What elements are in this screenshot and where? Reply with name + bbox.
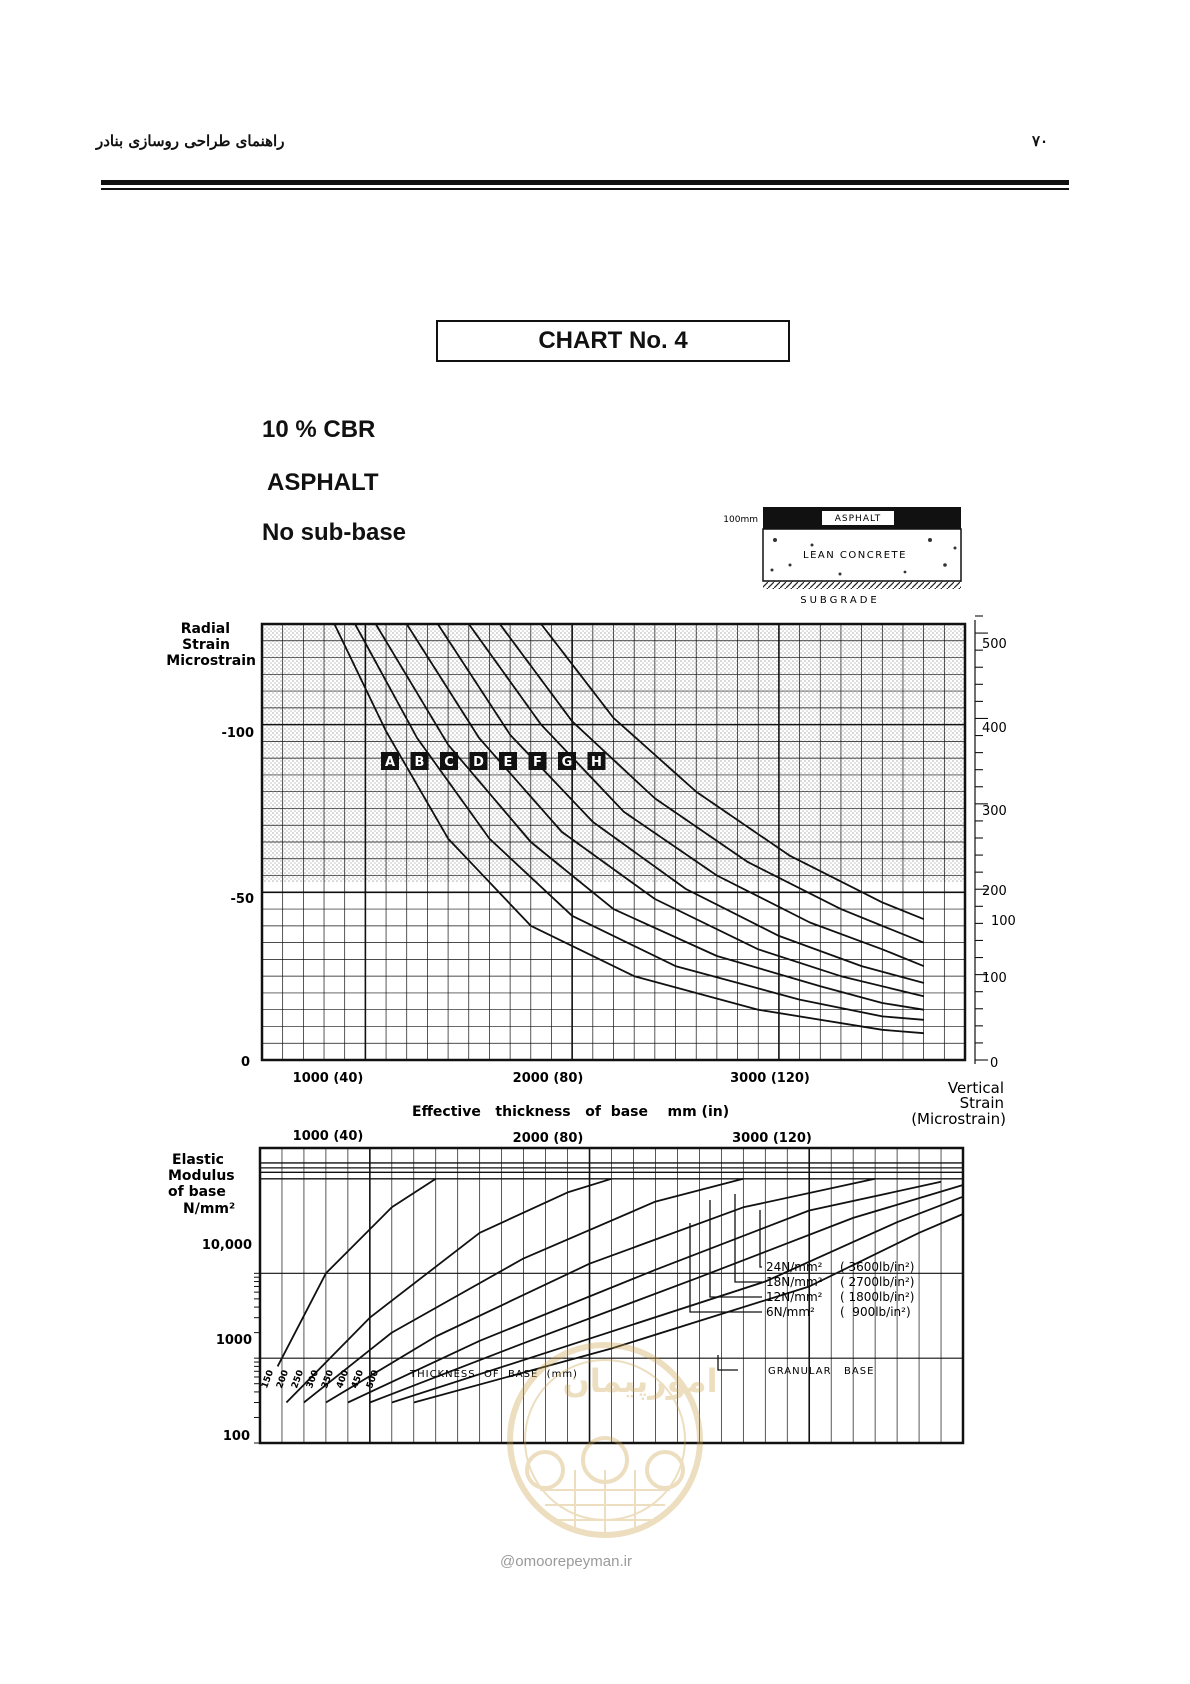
lower-x-tick-3000: 3000 (120) xyxy=(732,1131,812,1146)
granular-base-label: GRANULAR BASE xyxy=(768,1366,875,1377)
strain-chart xyxy=(166,616,1016,1128)
pavement-section-diagram xyxy=(723,507,961,606)
lower-y-tick-10000: 10,000 xyxy=(201,1238,252,1253)
right-axis-title-line3: (Microstrain) xyxy=(911,1110,1006,1128)
thickness-of-base-label: THICKNESS OF BASE (mm) xyxy=(410,1369,578,1380)
watermark-url: @omoorepeyman.ir xyxy=(500,1553,632,1570)
right-axis-title-line1: Vertical xyxy=(947,1079,1004,1097)
subtitle-cbr: 10 % CBR xyxy=(262,416,376,443)
left-axis-title-line3: Microstrain xyxy=(166,653,256,669)
right-tick-200: 200 xyxy=(982,884,1007,899)
watermark-seal-text: امورپیمان xyxy=(562,1362,718,1400)
right-tick-300: 300 xyxy=(982,804,1007,819)
x-tick-3000: 3000 (120) xyxy=(730,1071,810,1086)
page-number: ۷۰ xyxy=(1032,132,1049,150)
curve-label-C: C xyxy=(444,755,454,770)
subtitle-subbase: No sub-base xyxy=(262,519,407,546)
modulus-curve-150 xyxy=(278,1179,436,1367)
lower-y-tick-1000: 1000 xyxy=(215,1333,252,1348)
watermark-seal xyxy=(510,1345,718,1535)
thickness-values xyxy=(260,1369,381,1390)
strength-imperial-3600: ( 3600lb/in²) xyxy=(840,1260,915,1274)
lower-y-tick-100: 100 xyxy=(222,1429,250,1444)
chart-title: CHART No. 4 xyxy=(538,327,688,354)
left-tick-minus100: -100 xyxy=(221,726,254,741)
thickness-value-150: 150 xyxy=(260,1368,277,1390)
thickness-value-400: 400 xyxy=(335,1368,352,1390)
thickness-value-300: 300 xyxy=(305,1368,322,1390)
strength-imperial-2700: ( 2700lb/in²) xyxy=(840,1275,915,1289)
left-tick-zero: 0 xyxy=(240,1055,250,1070)
right-tick-zero: 0 xyxy=(990,1056,999,1071)
lower-y-title-line4: N/mm² xyxy=(183,1201,236,1217)
lower-y-title-line2: Modulus xyxy=(168,1168,235,1184)
curve-label-F: F xyxy=(533,755,542,770)
curve-label-D: D xyxy=(473,755,484,770)
curve-label-G: G xyxy=(561,755,573,770)
strength-label-18: 18N/mm² xyxy=(766,1275,823,1289)
left-tick-minus50: -50 xyxy=(230,892,254,907)
thickness-value-500: 500 xyxy=(365,1368,382,1390)
strength-imperial-900: ( 900lb/in²) xyxy=(840,1305,911,1319)
lower-y-title-line1: Elastic xyxy=(172,1152,224,1168)
curve-label-H: H xyxy=(591,755,602,770)
thickness-value-450: 450 xyxy=(350,1368,367,1390)
lower-y-title-line3: of base xyxy=(168,1184,226,1200)
lower-x-tick-1000: 1000 (40) xyxy=(292,1129,364,1144)
strength-label-24: 24N/mm² xyxy=(766,1260,823,1274)
x-tick-1000: 1000 (40) xyxy=(292,1071,364,1086)
curve-label-B: B xyxy=(414,755,425,770)
right-tick-400: 400 xyxy=(982,721,1007,736)
curve-label-E: E xyxy=(503,755,513,770)
right-tick-500: 500 xyxy=(982,637,1007,652)
inset-lean-concrete-label: LEAN CONCRETE xyxy=(803,550,907,561)
strength-label-12: 12N/mm² xyxy=(766,1290,823,1304)
lower-x-tick-2000: 2000 (80) xyxy=(512,1131,584,1146)
left-axis-title-line1: Radial xyxy=(180,621,230,637)
strength-imperial-1800: ( 1800lb/in²) xyxy=(840,1290,915,1304)
right-axis-ticks xyxy=(975,616,988,1060)
subgrade-layer xyxy=(763,581,961,589)
inset-thickness-label: 100mm xyxy=(723,515,758,525)
subtitle-asphalt: ASPHALT xyxy=(267,469,379,496)
thickness-value-200: 200 xyxy=(275,1368,292,1390)
x-tick-2000: 2000 (80) xyxy=(512,1071,584,1086)
left-axis-title-line2: Strain xyxy=(182,637,230,653)
document-title: راهنمای طراحی روسازی بنادر xyxy=(96,132,285,150)
thickness-value-350: 350 xyxy=(320,1368,337,1390)
right-axis-title-line2: Strain xyxy=(959,1094,1004,1112)
strength-leader-lines xyxy=(690,1194,762,1370)
strength-label-6: 6N/mm² xyxy=(766,1305,815,1319)
x-axis-title: Effective thickness of base mm (in) xyxy=(412,1104,730,1120)
thickness-value-250: 250 xyxy=(290,1368,307,1390)
inset-asphalt-label: ASPHALT xyxy=(834,514,882,524)
right-tick-100-b: 100 xyxy=(982,971,1007,986)
right-tick-100-a: 100 xyxy=(991,914,1016,929)
inset-subgrade-label: SUBGRADE xyxy=(800,595,880,606)
curve-label-A: A xyxy=(384,755,396,770)
